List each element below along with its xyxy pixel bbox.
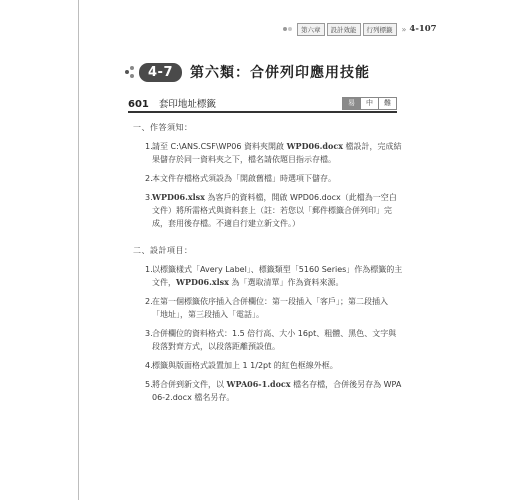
list-item: 2. 本文件存檔格式須設為「開啟舊檔」時選項下儲存。 xyxy=(145,174,336,183)
exercise-number: 601 xyxy=(128,99,149,110)
list-item: 1. 以標籤樣式「Avery Label」、標籤類型「5160 Series」作為標籤的主文件，WPD06.xlsx 為「選取清單」作為資料來源。 xyxy=(145,265,403,287)
list-item: 2. 在第一個標籤依序插入合併欄位：第一段插入「客戶」；第二段插入「地址」，第三段插入「電話」。 xyxy=(145,297,388,319)
heading-instructions: 一、作答須知： xyxy=(133,123,193,132)
list-item: 1. 請至 C:\ANS.CSF\WP06 資料夾開啟 WPD06.docx 檔設計，完成結果儲存於同一資料夾之下，檔名請依題目指示存檔。 xyxy=(145,141,402,164)
dots-decoration-icon xyxy=(125,64,137,80)
heading-design-items: 二、設計項目： xyxy=(133,246,193,255)
header-marker-icon xyxy=(283,24,293,34)
difficulty-easy: 易 xyxy=(342,97,361,110)
header-tab-design: 設計效能 xyxy=(327,23,361,36)
list-item: 5. 將合併到新文件，以 WPA06-1.docx 檔名存檔，合併後另存為 WPA06-2.docx 檔名另存。 xyxy=(145,379,402,402)
list-item: 3. 合併欄位的資料格式：1.5 倍行高、大小 16pt、粗體、黑色、文字與段落對齊方式，以段落距離預設值。 xyxy=(145,329,397,351)
header-tab-labels: 行列標籤 xyxy=(363,23,397,36)
exercise-content xyxy=(133,121,403,410)
difficulty-indicator xyxy=(343,97,397,110)
page-edge-line xyxy=(78,0,79,500)
list-item: 3. WPD06.xlsx 為客戶的資料檔，開啟 WPD06.docx（此檔為一空白文件）將所需格式與資料套上（註：若您以「郵件標籤合併列印」完成，套用後存檔。不適自行建立新文件。） xyxy=(145,192,397,228)
list-item: 4. 標籤與版面格式設置加上 1 1/2pt 的紅色框線外框。 xyxy=(145,361,338,370)
header-tab-chapter: 第六章 xyxy=(297,23,325,36)
difficulty-medium: 中 xyxy=(360,97,379,110)
section-header xyxy=(125,61,370,83)
header-separator: » xyxy=(401,24,407,34)
difficulty-hard: 難 xyxy=(378,97,397,110)
section-badge: 4-7 xyxy=(139,63,182,82)
page-number: 4-107 xyxy=(409,24,437,34)
running-header xyxy=(283,22,437,36)
section-title: 第六類：合併列印應用技能 xyxy=(190,65,370,81)
exercise-title-bar xyxy=(128,95,397,113)
exercise-title: 套印地址標籤 xyxy=(158,99,216,110)
